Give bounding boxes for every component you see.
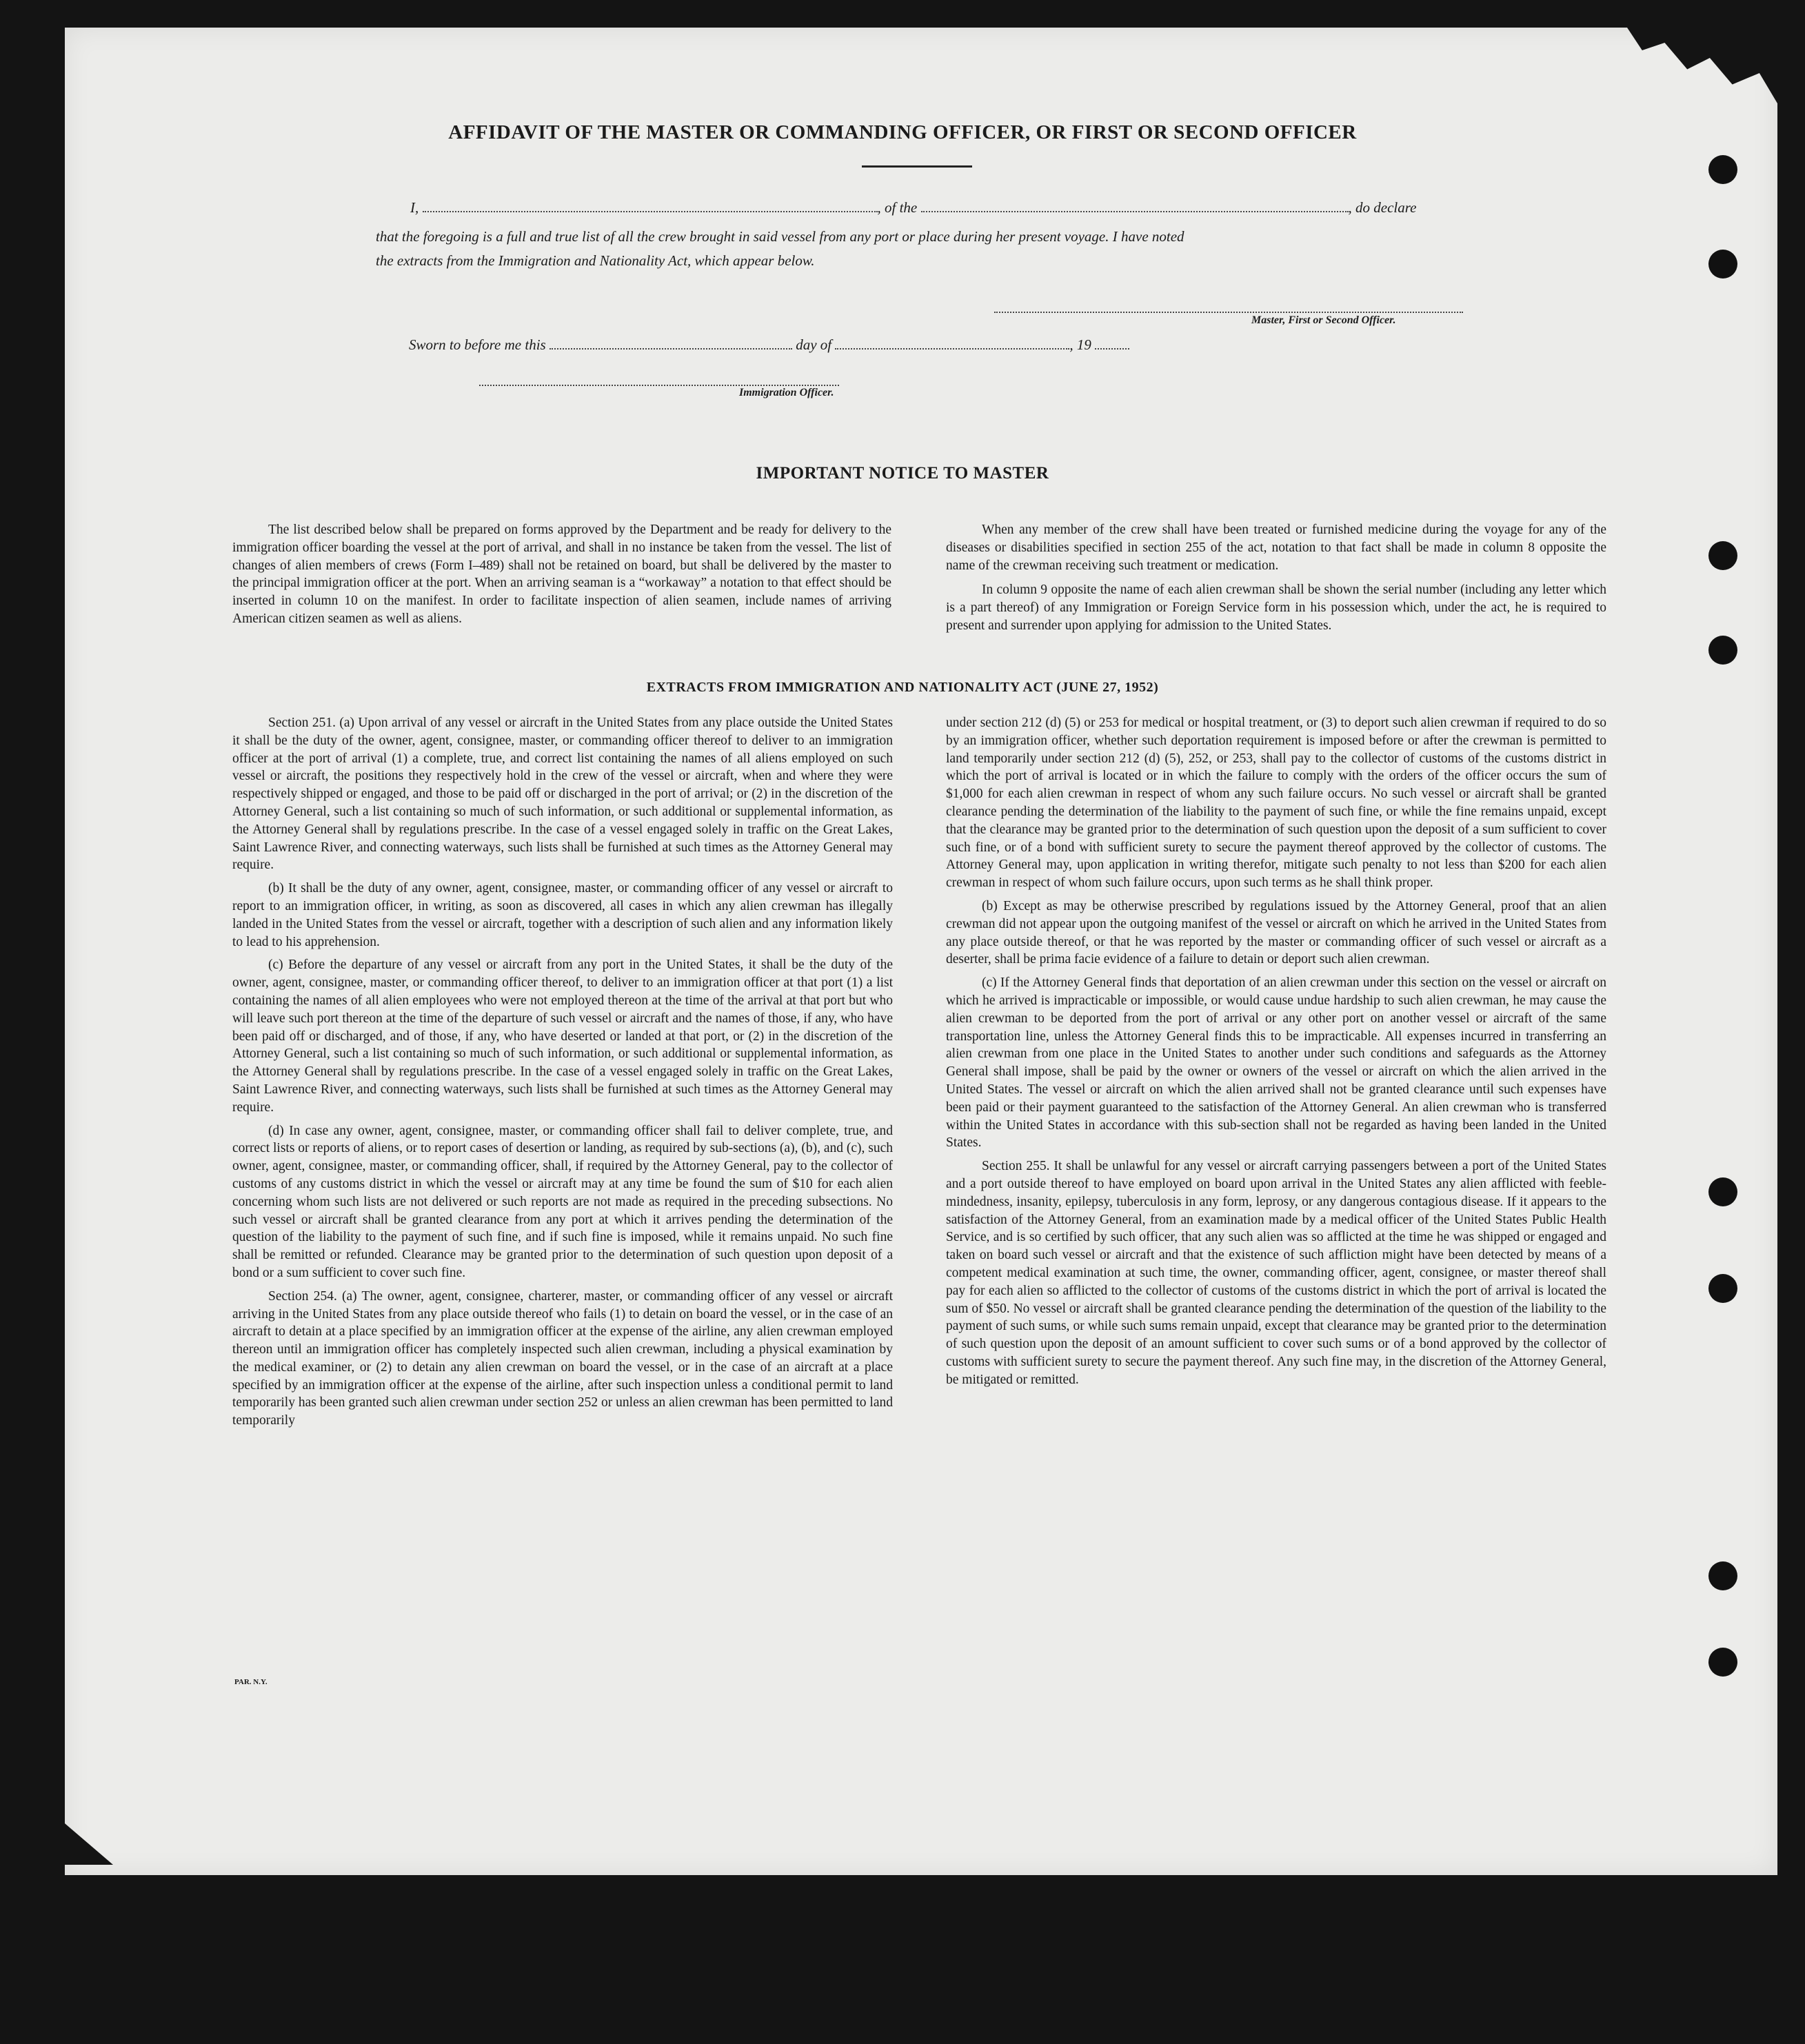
extract-paragraph: (b) It shall be the duty of any owner, agent, consignee, master, or commanding officer of any vessel or aircraft to report to an immigration officer, in writing, as soon as discovered, all cases in which any alien crewman has illegally landed in the United States from the vessel or aircraft, together with a description of such alien and any information likely to lead to his apprehension. [232, 881, 893, 949]
sworn-day-label: day of [796, 336, 832, 353]
punch-hole [1708, 250, 1737, 279]
declaration-line-3: the extracts from the Immigration and Nationality Act, which appear below. [376, 252, 815, 269]
extract-paragraph: (d) In case any owner, agent, consignee, master, or commanding officer shall fail to deliver complete, true, and correct lists or reports of aliens, or to report cases of desertion or landing, as required by sub-sections (a), (b), and (c), such owner, agent, consignee, master, or commanding officer, shall, if required by the Attorney General, pay to the collector of customs of any customs district in which the vessel or aircraft may at any time be found the sum of $10 for each alien concerning whom such lists are not delivered or such reports are not made as required in the preceding subsections. No such vessel or aircraft shall be granted clearance from any port at which it arrives pending the determination of the question of the liability to the payment of such fine, and if such fine is imposed, while it remains unpaid. No such fine shall be remitted or refunded. Clearance may be granted prior to the determination of such question upon deposit of a bond or a sum sufficient to cover such fine. [232, 1123, 893, 1280]
punch-hole [1708, 541, 1737, 570]
extract-paragraph: (b) Except as may be otherwise prescribed by regulations issued by the Attorney General, proof that an alien crewman did not appear upon the outgoing manifest of the vessel or aircraft on which he arrived in the United States from any place outside thereof, or that he was reported by the master or commanding officer of such vessel or aircraft as a deserter, shall be prima facie evidence of a failure to detain or deport such alien crewman. [946, 898, 1606, 967]
officer-signature-label: Immigration Officer. [739, 387, 834, 398]
declaration-prefix: I, [410, 199, 419, 216]
extracts-left-column [232, 714, 893, 1435]
notice-paragraph: The list described below shall be prepared on forms approved by the Department and be ready for delivery to the immigration officer boarding the vessel at the port of arrival, and shall in no instance be taken from the vessel. The list of changes of alien members of crews (Form I–489) shall not be retained on board, but shall be delivered by the master to the principal immigration officer at the port. When an arriving seaman is a “workaway” a notation to that effect should be inserted in column 10 on the manifest. In order to facilitate inspection of alien seamen, include names of arriving American citizen seamen as well as aliens. [232, 523, 891, 626]
extract-paragraph: Section 254. (a) The owner, agent, consignee, charterer, master, or commanding officer of any vessel or aircraft arriving in the United States from any place outside thereof who fails (1) to detain on board the vessel, or in the case of an aircraft to detain at a place specified by an immigration officer at the expense of the airline, any alien crewman employed thereon until an immigration officer has completely inspected such alien crewman, including a physical examination by the medical examiner, or (2) to detain any alien crewman on board the vessel, or in the case of an aircraft at a place specified by an immigration officer at the expense of the airline, after such inspection unless a conditional permit to land temporarily has been granted such alien crewman under section 252 or unless an alien crewman has been permitted to land temporarily [232, 1288, 893, 1428]
punch-hole [1708, 636, 1737, 665]
punch-hole [1708, 155, 1737, 184]
punch-hole [1708, 1561, 1737, 1590]
printer-mark: PAR. N.Y. [234, 1678, 268, 1686]
name-blank[interactable] [423, 200, 878, 212]
sworn-prefix: Sworn to before me this [409, 336, 546, 353]
master-signature-label: Master, First or Second Officer. [1251, 314, 1396, 326]
sworn-line [376, 332, 1465, 357]
affidavit-title: AFFIDAVIT OF THE MASTER OR COMMANDING OFFICER, OR FIRST OR SECOND OFFICER [448, 121, 1357, 143]
extracts-right-column [946, 714, 1606, 1394]
extract-paragraph: (c) Before the departure of any vessel or aircraft from any port in the United States, it shall be the duty of the owner, agent, consignee, master, or commanding officer thereof, to deliver to an immigration officer at that port (1) a list containing the names of all alien employees who were not employed thereon at the time of the arrival at that port but who will leave such port thereon at the time of the departure of such vessel or aircraft and the names of those, if any, who have been paid off or discharged, and of those, if any, who have deserted or landed at that port, or (2) in the discretion of the Attorney General, such a list containing so much of such information, or such additional or supplemental information, as the Attorney General shall by regulations prescribe. In the case of a vessel engaged solely in traffic on the Great Lakes, Saint Lawrence River, and connecting waterways, such lists shall be furnished at such times as the Attorney General may require. [232, 958, 893, 1115]
punch-hole [1708, 1648, 1737, 1677]
punch-hole [1708, 1274, 1737, 1303]
declaration-suffix: , do declare [1348, 199, 1417, 216]
sworn-month-blank[interactable] [835, 337, 1069, 350]
sworn-year-label: , 19 [1069, 336, 1091, 353]
extract-paragraph: (c) If the Attorney General finds that deportation of an alien crewman under this section on the vessel or aircraft on which he arrived is impracticable or impossible, or would cause undue hardship to such alien crewman, he may cause the alien crewman to be deported from the port of arrival or any other port on another vessel or aircraft of the same transportation line, unless the Attorney General finds this to be impracticable. All expenses incurred in transferring an alien crewman from one place in the United States to another under such conditions and safeguards as the Attorney General shall impose, shall be paid by the owner or owners of the vessel or aircraft on which the alien arrived in the United States. The vessel or aircraft on which the alien arrived shall not be granted clearance until such expenses have been paid or their payment guaranteed to the satisfaction of the Attorney General. An alien crewman who is transferred within the United States in accordance with this sub-section shall not be regarded as having been landed in the United States. [946, 975, 1606, 1151]
title-underline [862, 165, 972, 168]
master-signature-line[interactable] [994, 310, 1463, 313]
extract-paragraph: Section 255. It shall be unlawful for any vessel or aircraft carrying passengers between a port of the United States and a port outside thereof to have employed on board upon arrival in the United States any alien afflicted with feeble-mindedness, insanity, epilepsy, tuberculosis in any form, leprosy, or any dangerous contagious disease. If it appears to the satisfaction of the Attorney General, from an examination made by a medical officer of the United States Public Health Service, and is so certified by such officer, that any such alien was so afflicted at the time he was shipped or engaged and taken on board such vessel or aircraft and that the existence of such affliction might have been detected by means of a competent medical examination at such time, the owner, commanding officer, agent, consignee, or master thereof shall pay for each alien so afflicted to the collector of customs of the customs district in which the port of arrival is located the sum of $50. No vessel or aircraft shall be granted clearance pending the determination of the question of the liability to the payment of such sums, or while such sums remain unpaid, except that clearance may be granted prior to the determination of such question upon the deposit of an amount sufficient to cover such sums or of a bond approved by the collector of customs with sufficient surety to secure the payment thereof. Any such fine may, in the discretion of the Attorney General, be mitigated or remitted. [946, 1159, 1606, 1387]
declaration-middle: , of the [877, 199, 918, 216]
sworn-year-blank[interactable] [1095, 337, 1129, 350]
notice-paragraph: In column 9 opposite the name of each alien crewman shall be shown the serial number (including any letter which is a part thereof) of any Immigration or Foreign Service form in his possession which, under the act, he is required to present and surrender upon applying for admission to the United States. [946, 583, 1606, 633]
extract-paragraph: Section 251. (a) Upon arrival of any vessel or aircraft in the United States from any place outside the United States it shall be the duty of the owner, agent, consignee, master, or commanding officer thereof to deliver to an immigration officer at the port of arrival (1) a complete, true, and correct list containing the names of all aliens employed on such vessel or aircraft, the positions they respectively hold in the crew of the vessel or aircraft, when and where they were respectively shipped or engaged, and those to be paid off or discharged in the port of arrival; or (2) in the discretion of the Attorney General, such a list containing so much of such information, or such additional or supplemental information, as the Attorney General shall by regulations prescribe. In the case of a vessel engaged solely in traffic on the Great Lakes, Saint Lawrence River, and connecting waterways, such lists shall be furnished at such times as the Attorney General may require. [232, 716, 893, 873]
declaration-line-2: that the foregoing is a full and true list of all the crew brought in said vessel from any port or place during her present voyage. I have noted [376, 228, 1184, 245]
declaration-line-1 [376, 195, 1465, 220]
sworn-day-blank[interactable] [549, 337, 792, 350]
extract-paragraph: under section 212 (d) (5) or 253 for medical or hospital treatment, or (3) to deport such alien crewman if required to do so by an immigration officer, whether such deportation requirement is imposed before or after the crewman is permitted to land temporarily under section 212 (d) (5), 252, or 253, shall pay to the collector of customs of the customs district in which the port of arrival is located or in which the failure to comply with the orders of the officer occurs the sum of $1,000 for each alien crewman in respect of whom any such failure occurs. No such vessel or aircraft shall be granted clearance pending the determination of the liability to the payment of such fine, or while the fine remains unpaid, except that the clearance may be granted prior to the determination of such question upon the deposit of a sum sufficient to cover such fine, or of a bond with sufficient surety to secure the payment thereof approved by the collector of customs. The Attorney General may, upon application in writing therefor, mitigate such penalty to not less than $200 for each alien crewman in respect of whom such failure occurs, upon such terms as he shall think proper. [946, 716, 1606, 891]
notice-right-column [946, 521, 1606, 642]
extracts-title: EXTRACTS FROM IMMIGRATION AND NATIONALITY ACT (JUNE 27, 1952) [646, 680, 1159, 695]
folded-corner [65, 1823, 113, 1865]
punch-hole [1708, 1177, 1737, 1206]
notice-title: IMPORTANT NOTICE TO MASTER [756, 464, 1049, 483]
notice-paragraph: When any member of the crew shall have been treated or furnished medicine during the voyage for any of the diseases or disabilities specified in section 255 of the act, notation to that fact shall be made in column 8 opposite the name of the crewman receiving such treatment or medication. [946, 523, 1606, 573]
notice-left-column [232, 521, 891, 635]
officer-signature-line[interactable] [479, 383, 839, 386]
vessel-blank[interactable] [921, 200, 1349, 212]
